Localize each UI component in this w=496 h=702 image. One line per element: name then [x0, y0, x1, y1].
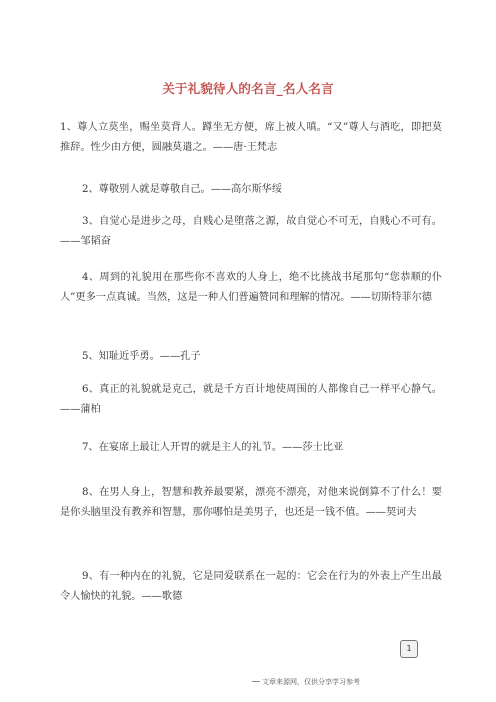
- footer-dash: [252, 681, 260, 682]
- page-number-badge: 1: [400, 640, 418, 658]
- quote-7: 7、在宴席上最让人开胃的就是主人的礼节。——莎士比亚: [82, 442, 344, 453]
- quote-6: 6、真正的礼貌就是克己，就是千方百计地使周围的人都像自己一样平心静气。——蒲柏: [60, 384, 442, 415]
- quote-3: 3、自觉心是进步之母，自贱心是堕落之源，故自觉心不可无，自贱心不可有。——邹韬奋: [60, 216, 442, 247]
- quote-1: 1、尊人立莫坐，赐坐莫背人。蹲坐无方便，席上被人嗔。“又”尊人与酒吃，即把莫推辞。性少由方便，圆融莫遣之。——唐·王梵志: [60, 122, 442, 153]
- quote-9: 9、有一种内在的礼貌，它是同爱联系在一起的：它会在行为的外表上产生出最令人愉快的礼貌。——歌德: [60, 571, 442, 602]
- quote-2: 2、尊敬别人就是尊敬自己。——高尔斯华绥: [82, 184, 283, 195]
- quote-5: 5、知耻近乎勇。——孔子: [82, 351, 201, 362]
- footer-source-note: 文章来源网，仅供分享学习参考: [262, 678, 360, 686]
- document-title: 关于礼貌待人的名言_名人名言: [162, 81, 334, 96]
- quote-8: 8、在男人身上，智慧和教养最要紧，漂亮不漂亮，对他来说倒算不了什么！要是你头脑里没有教养和智慧，那你哪怕是美男子，也还是一钱不值。——契诃夫: [60, 487, 442, 518]
- quote-4: 4、周到的礼貌用在那些你不喜欢的人身上，绝不比挑战书尾那句“您恭顺的仆人”更多一点真诚。当然，这是一种人们普遍赞同和理解的情况。——切斯特菲尔德: [60, 272, 442, 303]
